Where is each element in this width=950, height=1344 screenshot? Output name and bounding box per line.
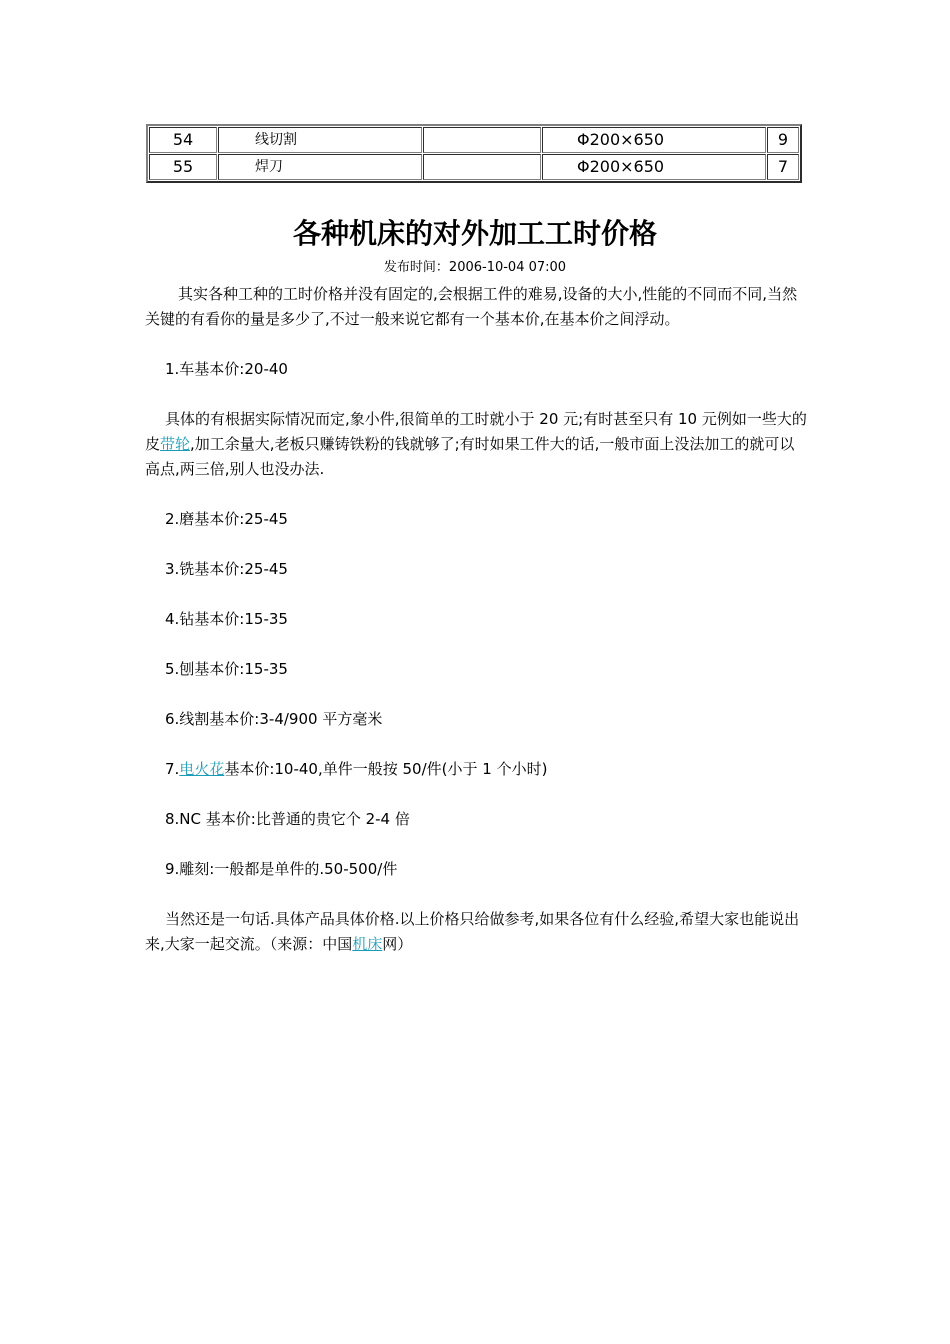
closing-paragraph [145, 907, 807, 957]
price-item-nc: 8.NC 基本价:比普通的贵它个 2-4 倍 [165, 810, 410, 828]
belt-pulley-link[interactable]: 带轮 [160, 435, 191, 453]
article-body [145, 282, 807, 957]
table-row [149, 154, 799, 180]
price-item-planing: 5.刨基本价:15-35 [165, 660, 288, 678]
price-item-milling: 3.铣基本价:25-45 [165, 560, 288, 578]
intro-paragraph: 其实各种工种的工时价格并没有固定的,会根据工件的难易,设备的大小,性能的不同而不同,当然关键的有看你的量是多少了,不过一般来说它都有一个基本价,在基本价之间浮动。 [145, 285, 798, 328]
price-item-grinding: 2.磨基本价:25-45 [165, 510, 288, 528]
quantity-cell: 9 [767, 127, 799, 153]
blank-cell [423, 154, 541, 180]
edm-prefix: 7. [165, 760, 180, 778]
publish-time: 发布时间：2006-10-04 07:00 [383, 260, 567, 275]
quantity-cell: 7 [767, 154, 799, 180]
detail-text-b: ,加工余量大,老板只赚铸铁粉的钱就够了;有时如果工件大的话,一般市面上没法加工的就可以高点,两三倍,别人也没办法. [145, 435, 795, 478]
edm-suffix: 基本价:10-40,单件一般按 50/件(小于 1 个小时) [224, 760, 548, 778]
price-item-wire-cut: 6.线割基本价:3-4/900 平方毫米 [165, 710, 383, 728]
size-cell: Φ200×650 [542, 154, 766, 180]
price-item-lathe: 1.车基本价:20-40 [165, 360, 288, 378]
process-name: 线切割 [218, 127, 422, 153]
closing-text-a: 当然还是一句话.具体产品具体价格.以上价格只给做参考,如果各位有什么经验,希望大家也能说出来,大家一起交流。（来源：中国 [145, 910, 800, 953]
size-cell: Φ200×650 [542, 127, 766, 153]
edm-link[interactable]: 电火花 [179, 760, 225, 778]
row-number: 55 [149, 154, 217, 180]
spec-table [146, 124, 802, 183]
closing-text-b: 网） [382, 935, 413, 953]
price-item-engraving: 9.雕刻:一般都是单件的.50-500/件 [165, 860, 398, 878]
table-row [149, 127, 799, 153]
price-item-edm [145, 757, 807, 782]
machine-tool-link[interactable]: 机床 [352, 935, 383, 953]
row-number: 54 [149, 127, 217, 153]
detail-paragraph [145, 407, 807, 482]
article-title: 各种机床的对外加工工时价格 [292, 217, 657, 250]
detail-text-a: 具体的有根据实际情况而定,象小件,很简单的工时就小于 20 元;有时甚至只有 10 元例如一些大的皮 [145, 410, 807, 453]
price-item-drilling: 4.钻基本价:15-35 [165, 610, 288, 628]
blank-cell [423, 127, 541, 153]
process-name: 焊刀 [218, 154, 422, 180]
